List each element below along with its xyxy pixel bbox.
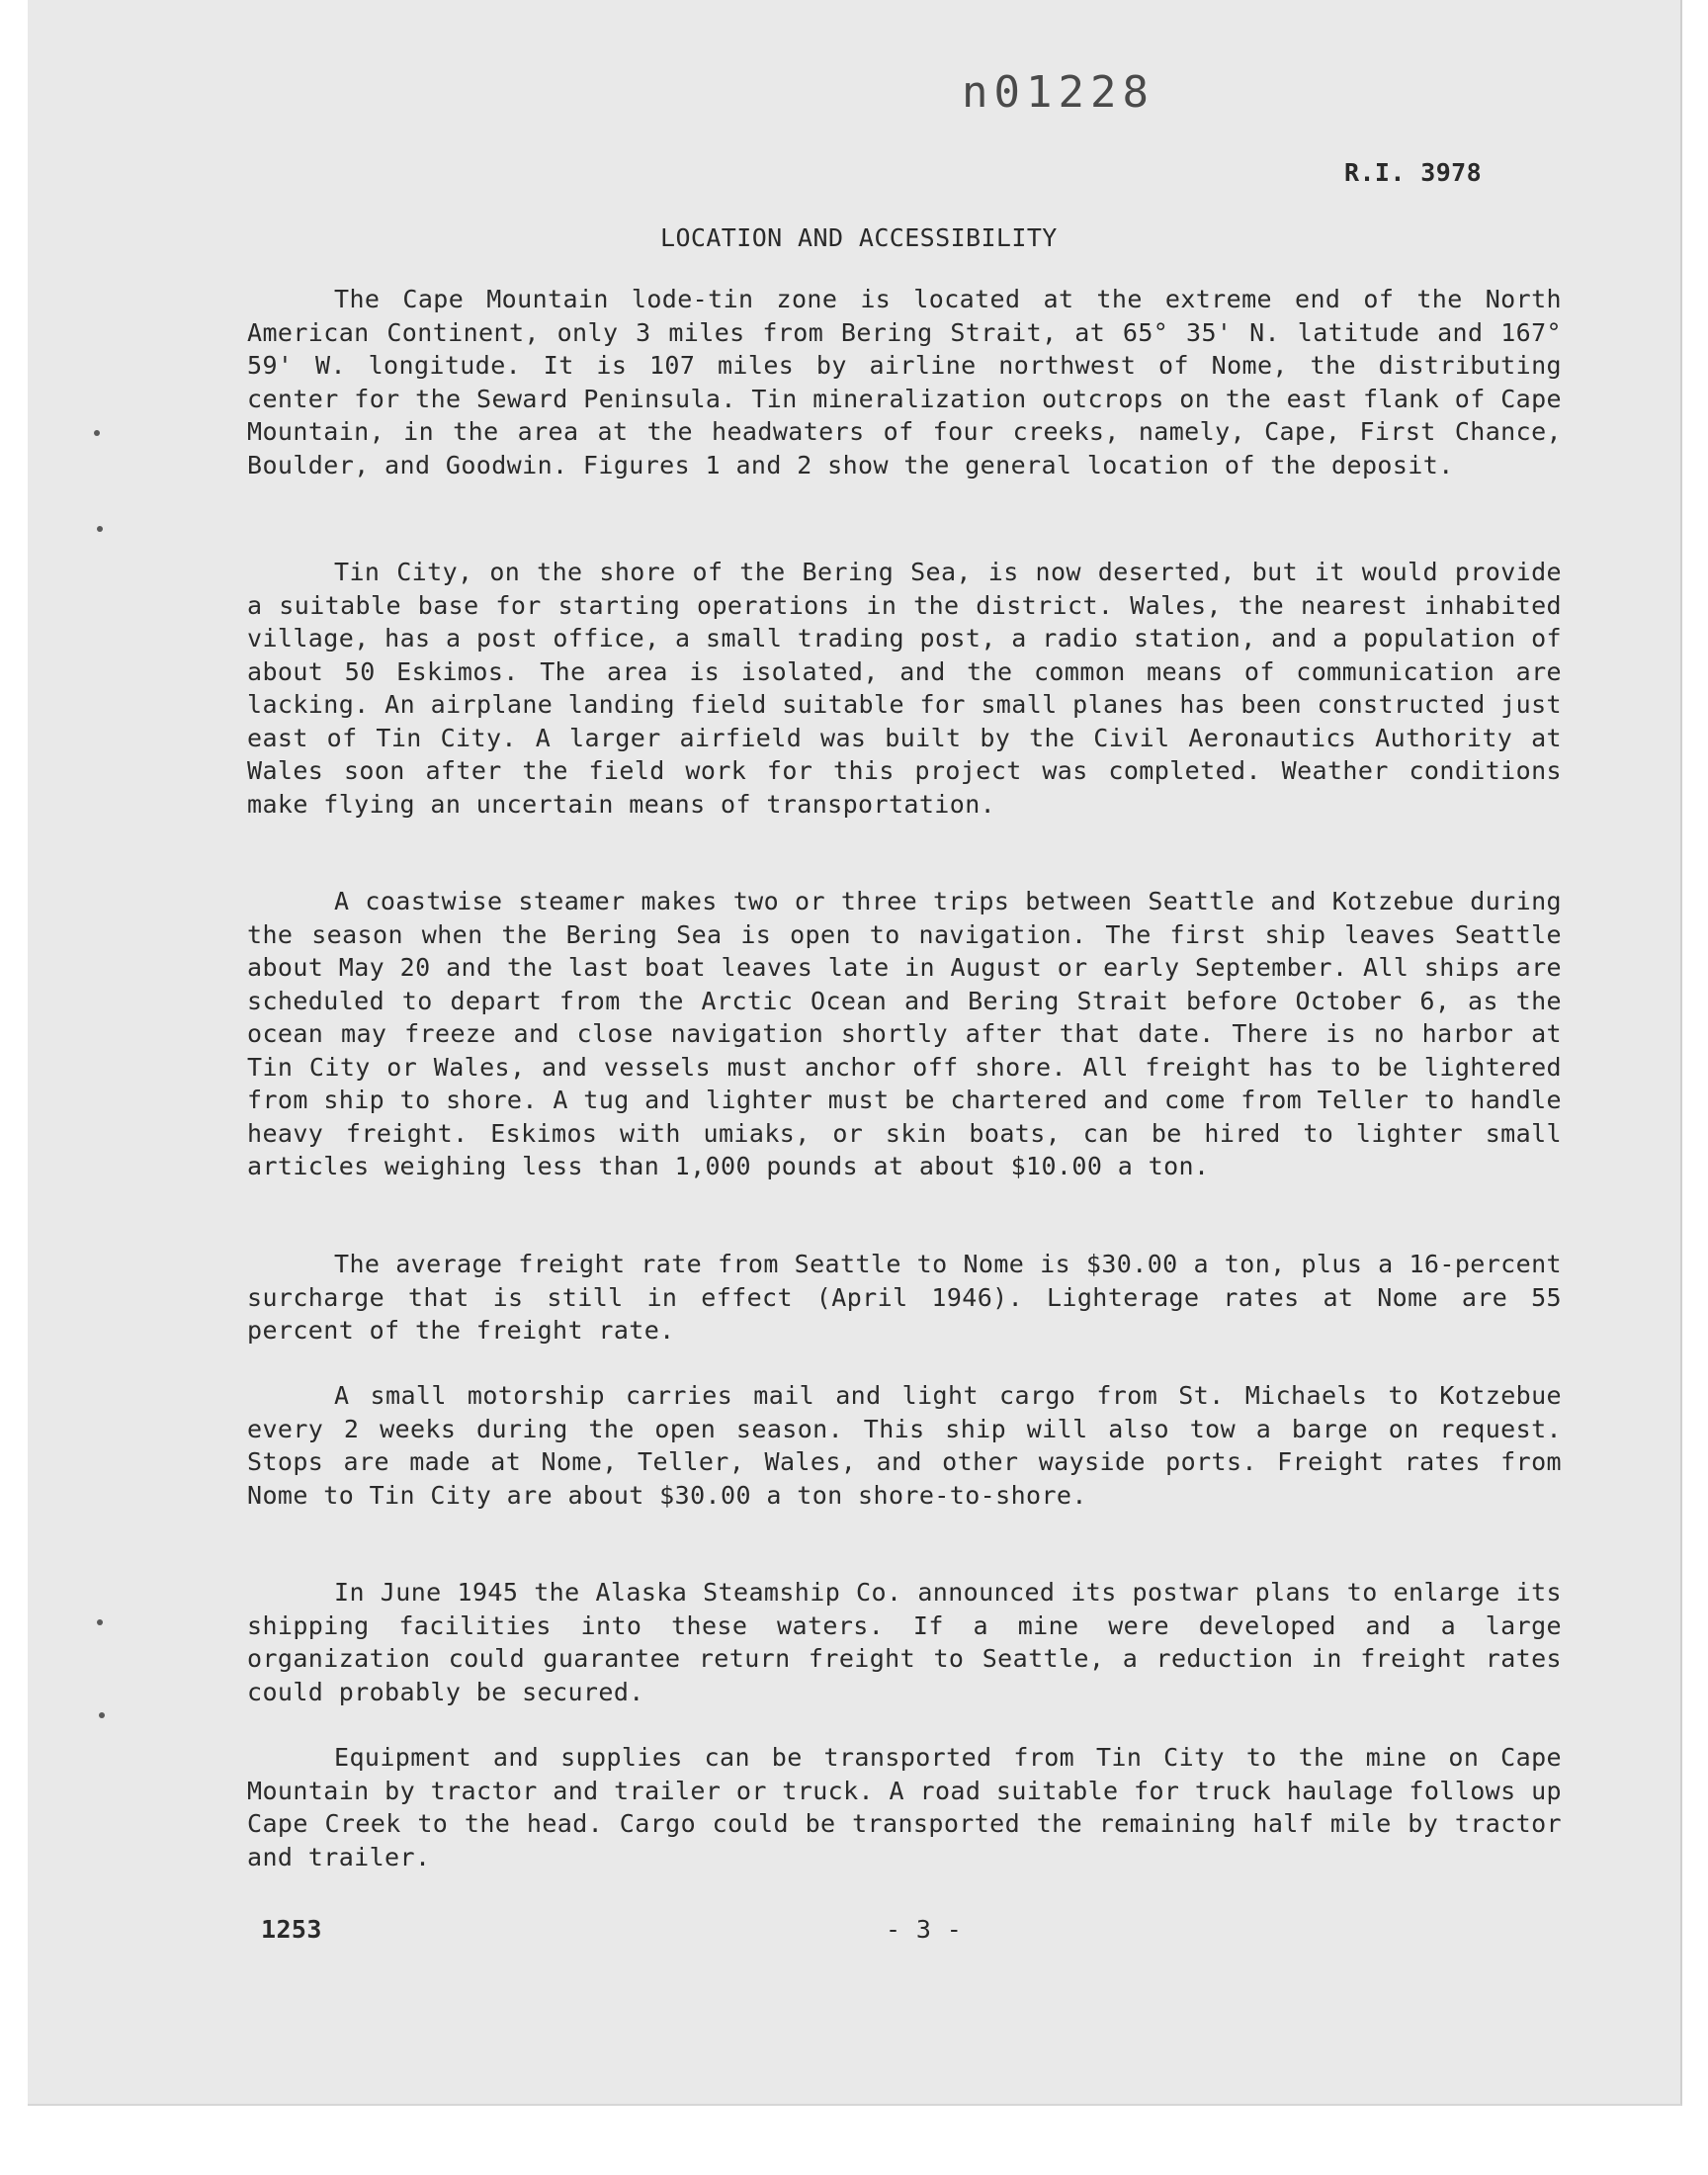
- paragraph-motorship: A small motorship carries mail and light cargo from St. Michaels to Kotzebue every 2 weeks during the open season. This ship will also tow a barge on request. Stops are made at Nome, Teller, Wales, and other wayside ports. Freight rates from Nome to Tin City are about $30.00 a ton shore-to-shore.: [247, 1381, 1562, 1510]
- paragraph-location: The Cape Mountain lode-tin zone is located at the extreme end of the North American Continent, only 3 miles from Bering Strait, at 65° 35' N. latitude and 167° 59' W. longitude. It is 107 miles by airline northwest of Nome, the distributing center for the Seward Peninsula. Tin mineralization outcrops on the east flank of Cape Mountain, in the area at the headwaters of four creeks, namely, Cape, First Chance, Boulder, and Goodwin. Figures 1 and 2 show the general location of the deposit.: [247, 285, 1562, 479]
- margin-speck: [99, 1712, 105, 1718]
- paragraph-equipment: Equipment and supplies can be transported from Tin City to the mine on Cape Mountain by tractor and trailer or truck. A road suitable for truck haulage follows up Cape Creek to the head. Cargo could be transported the remaining half mile by tractor and trailer.: [247, 1743, 1562, 1871]
- paragraph-steamer: A coastwise steamer makes two or three trips between Seattle and Kotzebue during the season when the Bering Sea is open to navigation. The first ship leaves Seattle about May 20 and the last boat leaves late in August or early September. All ships are scheduled to depart from the Arctic Ocean and Bering Strait before October 6, as the ocean may freeze and close navigation shortly after that date. There is no harbor at Tin City or Wales, and vessels must anchor off shore. All freight has to be lightered from ship to shore. A tug and lighter must be chartered and come from Teller to handle heavy freight. Eskimos with umiaks, or skin boats, can be hired to lighter small articles weighing less than 1,000 pounds at about $10.00 a ton.: [247, 887, 1562, 1180]
- stamp-number: n01228: [962, 67, 1154, 118]
- page-number: - 3 -: [886, 1915, 963, 1944]
- margin-speck: [94, 430, 100, 436]
- document-page: [28, 0, 1682, 2106]
- margin-speck: [97, 526, 103, 532]
- margin-speck: [97, 1619, 103, 1625]
- paragraph-steamship-plans: In June 1945 the Alaska Steamship Co. announced its postwar plans to enlarge its shipping facilities into these waters. If a mine were developed and a large organization could guarantee return freight to Seattle, a reduction in freight rates could probably be secured.: [247, 1578, 1562, 1706]
- report-id: R.I. 3978: [1344, 158, 1483, 187]
- section-title: LOCATION AND ACCESSIBILITY: [660, 223, 1058, 252]
- footer-code: 1253: [261, 1915, 322, 1944]
- paragraph-freight-rate: The average freight rate from Seattle to Nome is $30.00 a ton, plus a 16-percent surcharge that is still in effect (April 1946). Lighterage rates at Nome are 55 percent of the freight rate.: [247, 1250, 1562, 1345]
- paragraph-tin-city: Tin City, on the shore of the Bering Sea, is now deserted, but it would provide a suitable base for starting operations in the district. Wales, the nearest inhabited village, has a post office, a small trading post, a radio station, and a population of about 50 Eskimos. The area is isolated, and the common means of communication are lacking. An airplane landing field suitable for small planes has been constructed just east of Tin City. A larger airfield was built by the Civil Aeronautics Authority at Wales soon after the field work for this project was completed. Weather conditions make flying an uncertain means of transportation.: [247, 558, 1562, 819]
